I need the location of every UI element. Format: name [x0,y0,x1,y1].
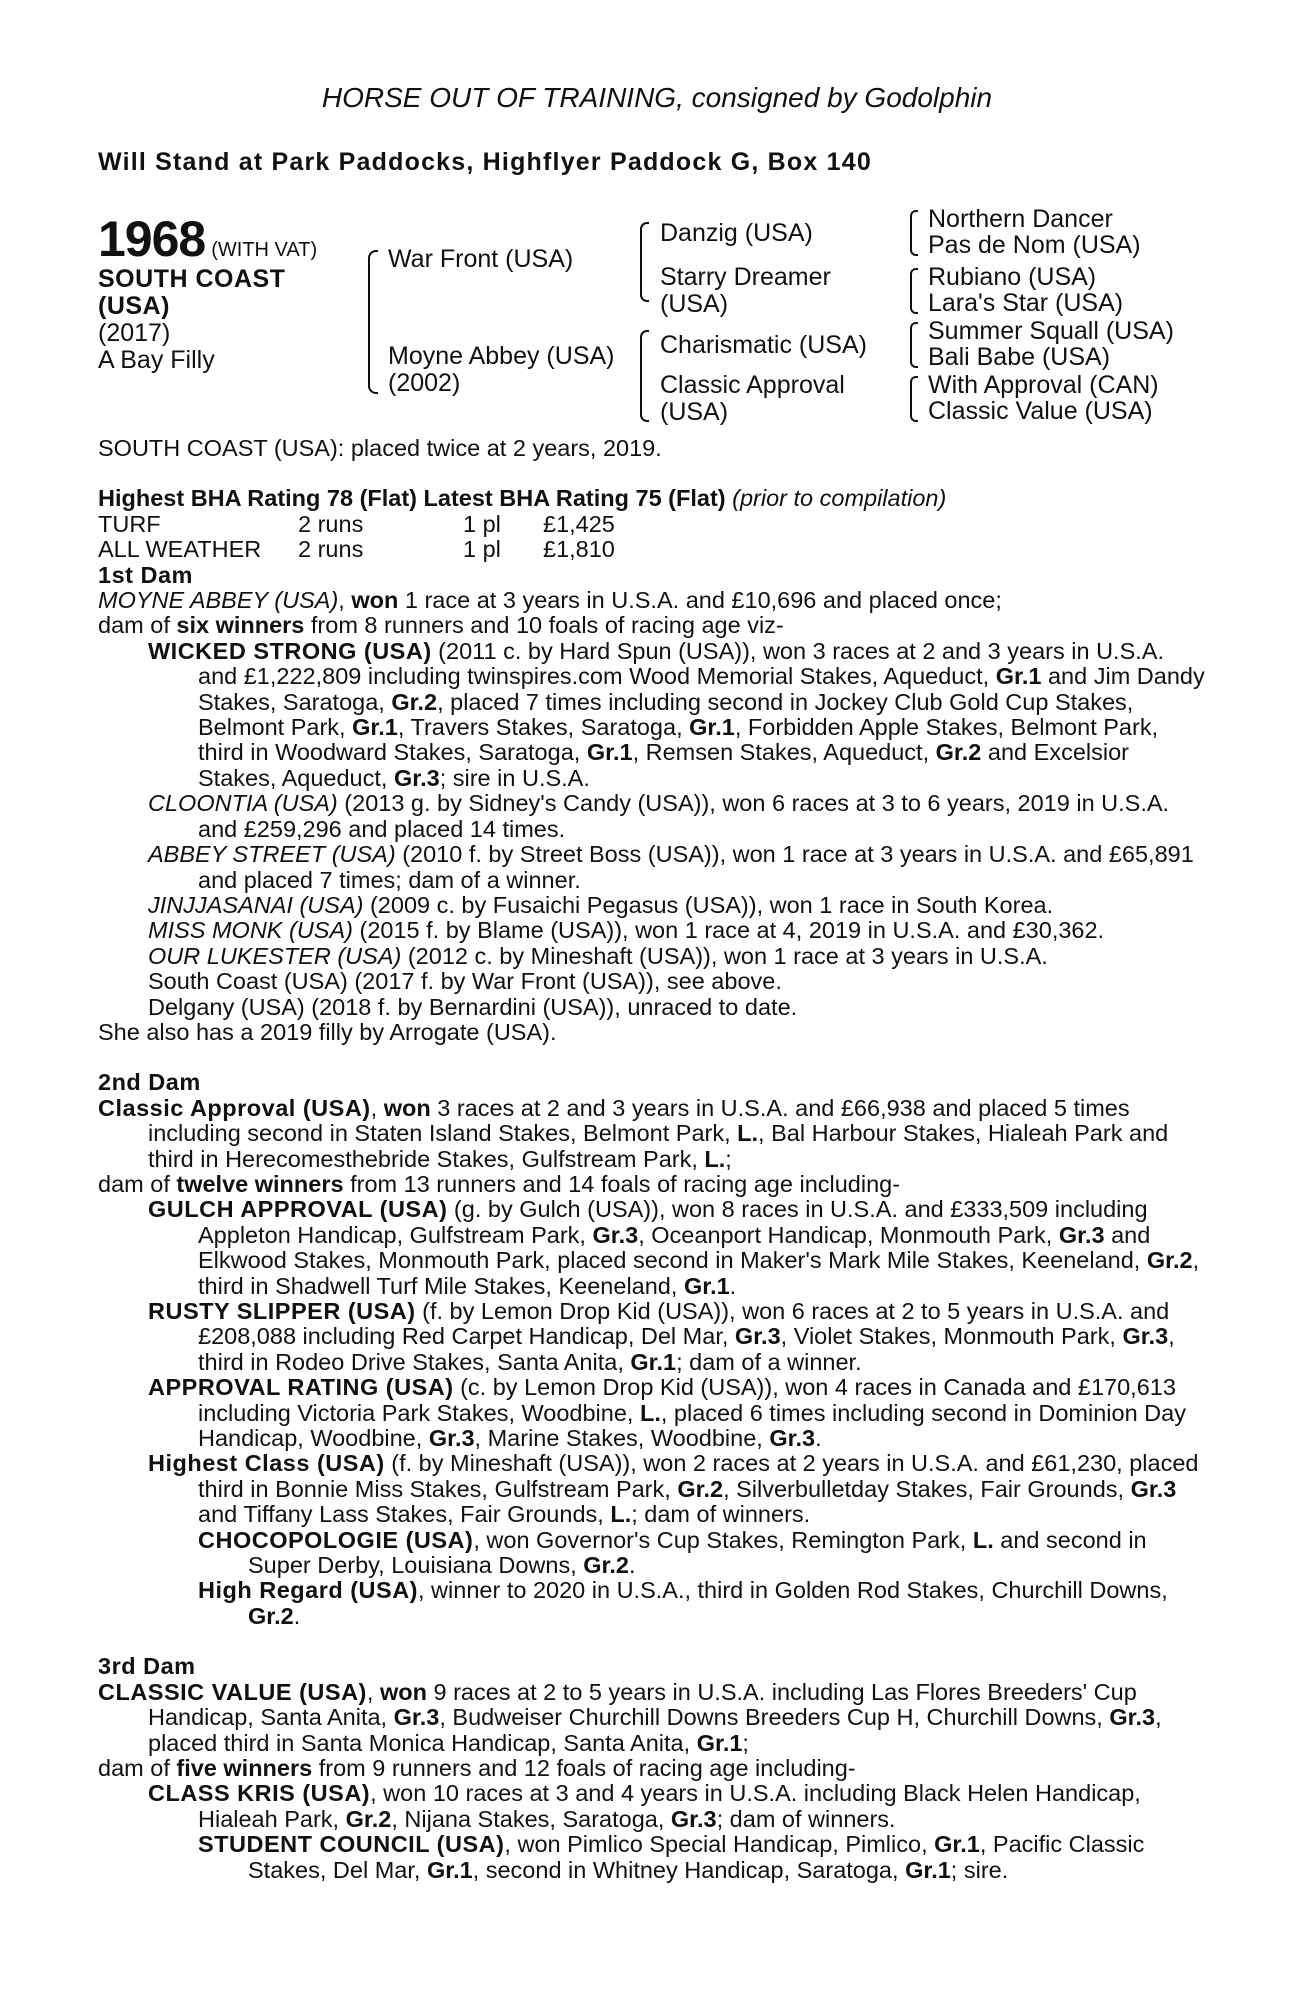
lot-number-block [98,210,317,268]
produce-abbey-street: ABBEY STREET (USA) (2010 f. by Street Boss (USA)), won 1 race at 3 years in U.S.A. and £65,891 and placed 7 times; dam of a winner. [148,841,1194,893]
third-dam-heading: 3rd Dam [98,1653,196,1680]
produce-jinjjasanai: JINJJASANAI (USA) (2009 c. by Fusaichi Pegasus (USA)), won 1 race in South Korea. [148,891,1054,918]
produce-filly-note: She also has a 2019 filly by Arrogate (USA). [98,1018,557,1045]
vat-label: (WITH VAT) [211,239,318,261]
produce-miss-monk: MISS MONK (USA) (2015 f. by Blame (USA)), won 1 race at 4, 2019 in U.S.A. and £30,362. [148,917,1105,944]
pedigree-brace-dd [910,376,918,422]
pedigree-dds: With Approval (CAN) [928,371,1159,399]
produce-approval-rating: APPROVAL RATING (USA) (c. by Lemon Drop Kid (USA)), won 4 races in Canada and £170,613 including Victoria Park Stakes, Woodbine, L., placed 6 times including second in Dominion Day Handicap, Woodbine, Gr.3, Marine Stakes, Woodbine, Gr.3. [148,1374,1186,1452]
ratings-line: Highest BHA Rating 78 (Flat) Latest BHA Rating 75 (Flat) (prior to compilation) [98,485,947,512]
lot-number: 1968 [98,211,206,267]
race-summary: SOUTH COAST (USA): placed twice at 2 years, 2019. [98,435,662,461]
produce-rusty-slipper: RUSTY SLIPPER (USA) (f. by Lemon Drop Kid (USA)), won 6 races at 2 to 5 years in U.S.A. and £208,088 including Red Carpet Handicap, Del Mar, Gr.3, Violet Stakes, Monmouth Park, Gr.3, third in Rodeo Drive Stakes, Santa Anita, Gr.1; dam of a winner. [148,1298,1175,1375]
pedigree-dss: Summer Squall (USA) [928,317,1174,345]
pedigree-dsd: Bali Babe (USA) [928,343,1111,371]
pedigree-sss: Northern Dancer [928,205,1113,233]
pedigree-dam-sire: Charismatic (USA) [660,331,867,359]
first-dam-intro: MOYNE ABBEY (USA), won 1 race at 3 years in U.S.A. and £10,696 and placed once; [98,587,1002,614]
second-dam-intro: Classic Approval (USA), won 3 races at 2 and 3 years in U.S.A. and £66,938 and placed 5 times including second in Staten Island Stakes, Belmont Park, L., Bal Harbour Stakes, Hialeah Park and third in Herecomesthebride Stakes, Gulfstream Park, L.; [98,1094,1169,1172]
catalogue-body [98,436,1208,1883]
pedigree-brace-ss [910,210,918,256]
produce-student-council: STUDENT COUNCIL (USA), won Pimlico Special Handicap, Pimlico, Gr.1, Pacific Classic Stakes, Del Mar, Gr.1, second in Whitney Handicap, Saratoga, Gr.1; sire. [198,1831,1145,1883]
pedigree-sdd: Lara's Star (USA) [928,289,1124,317]
produce-our-lukester: OUR LUKESTER (USA) (2012 c. by Mineshaft (USA)), won 1 race at 3 years in U.S.A. [148,942,1048,969]
second-dam-heading: 2nd Dam [98,1069,201,1096]
ratings-row-aw: ALL WEATHER 2 runs 1 pl £1,810 [98,536,615,563]
pedigree-brace-sire [640,222,649,302]
pedigree-dam: Moyne Abbey (USA) (2002) [388,342,615,397]
produce-high-regard: High Regard (USA), winner to 2020 in U.S.A., third in Golden Rod Stakes, Churchill Downs, Gr.2. [198,1577,1168,1629]
pedigree-brace-sd [910,268,918,314]
first-dam-heading: 1st Dam [98,561,193,588]
produce-cloontia: CLOONTIA (USA) (2013 g. by Sidney's Candy (USA)), won 6 races at 3 to 6 years, 2019 in U.S.A. and £259,296 and placed 14 times. [148,790,1170,842]
produce-highest-class: Highest Class (USA) (f. by Mineshaft (USA)), won 2 races at 2 years in U.S.A. and £61,230, placed third in Bonnie Miss Stakes, Gulfstream Park, Gr.2, Silverbulletday Stakes, Fair Grounds, Gr.3 and Tiffany Lass Stakes, Fair Grounds, L.; dam of winners. [148,1450,1199,1528]
pedigree-sire-sire: Danzig (USA) [660,219,813,247]
produce-class-kris: CLASS KRIS (USA), won 10 races at 3 and 4 years in U.S.A. including Black Helen Handicap, Hialeah Park, Gr.2, Nijana Stakes, Saratoga, Gr.3; dam of winners. [148,1780,1141,1832]
pedigree-dam-dam: Classic Approval (USA) [660,371,845,426]
produce-wicked-strong: WICKED STRONG (USA) (2011 c. by Hard Spun (USA)), won 3 races at 2 and 3 years in U.S.A. and £1,222,809 including twinspires.com Wood Memorial Stakes, Aqueduct, Gr.1 and Jim Dandy Stakes, Saratoga, Gr.2, placed 7 times including second in Jockey Club Gold Cup Stakes, Belmont Park, Gr.1, Travers Stakes, Saratoga, Gr.1, Forbidden Apple Stakes, Belmont Park, third in Woodward Stakes, Saratoga, Gr.1, Remsen Stakes, Aqueduct, Gr.2 and Excelsior Stakes, Aqueduct, Gr.3; sire in U.S.A. [148,637,1205,791]
first-dam-produce: dam of six winners from 8 runners and 10 foals of racing age viz- [98,612,784,639]
produce-gulch-approval: GULCH APPROVAL (USA) (g. by Gulch (USA)), won 8 races in U.S.A. and £333,509 including Appleton Handicap, Gulfstream Park, Gr.3, Oceanport Handicap, Monmouth Park, Gr.3 and Elkwood Stakes, Monmouth Park, placed second in Maker's Mark Mile Stakes, Keeneland, Gr.2, third in Shadwell Turf Mile Stakes, Keeneland, Gr.1. [148,1196,1200,1299]
pedigree-ssd: Pas de Nom (USA) [928,231,1141,259]
stand-location: Will Stand at Park Paddocks, Highflyer Paddock G, Box 140 [98,148,872,176]
pedigree-sire: War Front (USA) [388,245,574,273]
third-dam-intro: CLASSIC VALUE (USA), won 9 races at 2 to 5 years in U.S.A. including Las Flores Breeders' Cup Handicap, Santa Anita, Gr.3, Budweiser Churchill Downs Breeders Cup H, Churchill Downs, Gr.3, placed third in Santa Monica Handicap, Santa Anita, Gr.1; [98,1678,1162,1756]
produce-south-coast: South Coast (USA) (2017 f. by War Front (USA)), see above. [148,968,782,995]
horse-year: (2017) [98,319,171,347]
pedigree-brace-dam [640,330,649,422]
horse-name: SOUTH COAST (USA) [98,265,286,320]
third-dam-produce: dam of five winners from 9 runners and 12 foals of racing age including- [98,1754,856,1781]
produce-delgany: Delgany (USA) (2018 f. by Bernardini (USA)), unraced to date. [148,993,798,1020]
produce-chocopologie: CHOCOPOLOGIE (USA), won Governor's Cup Stakes, Remington Park, L. and second in Super Derby, Louisiana Downs, Gr.2. [198,1526,1147,1579]
horse-description: A Bay Filly [98,346,215,374]
pedigree-sire-dam: Starry Dreamer (USA) [660,263,831,318]
pedigree-ddd: Classic Value (USA) [928,397,1153,425]
pedigree-brace-main [368,250,378,394]
ratings-row-turf: TURF 2 runs 1 pl £1,425 [98,510,615,537]
page-title: HORSE OUT OF TRAINING, consigned by Godolphin [321,82,993,113]
pedigree-sds: Rubiano (USA) [928,263,1097,291]
second-dam-produce: dam of twelve winners from 13 runners and 14 foals of racing age including- [98,1170,901,1197]
horse-info [98,320,215,374]
pedigree-brace-ds [910,322,918,368]
